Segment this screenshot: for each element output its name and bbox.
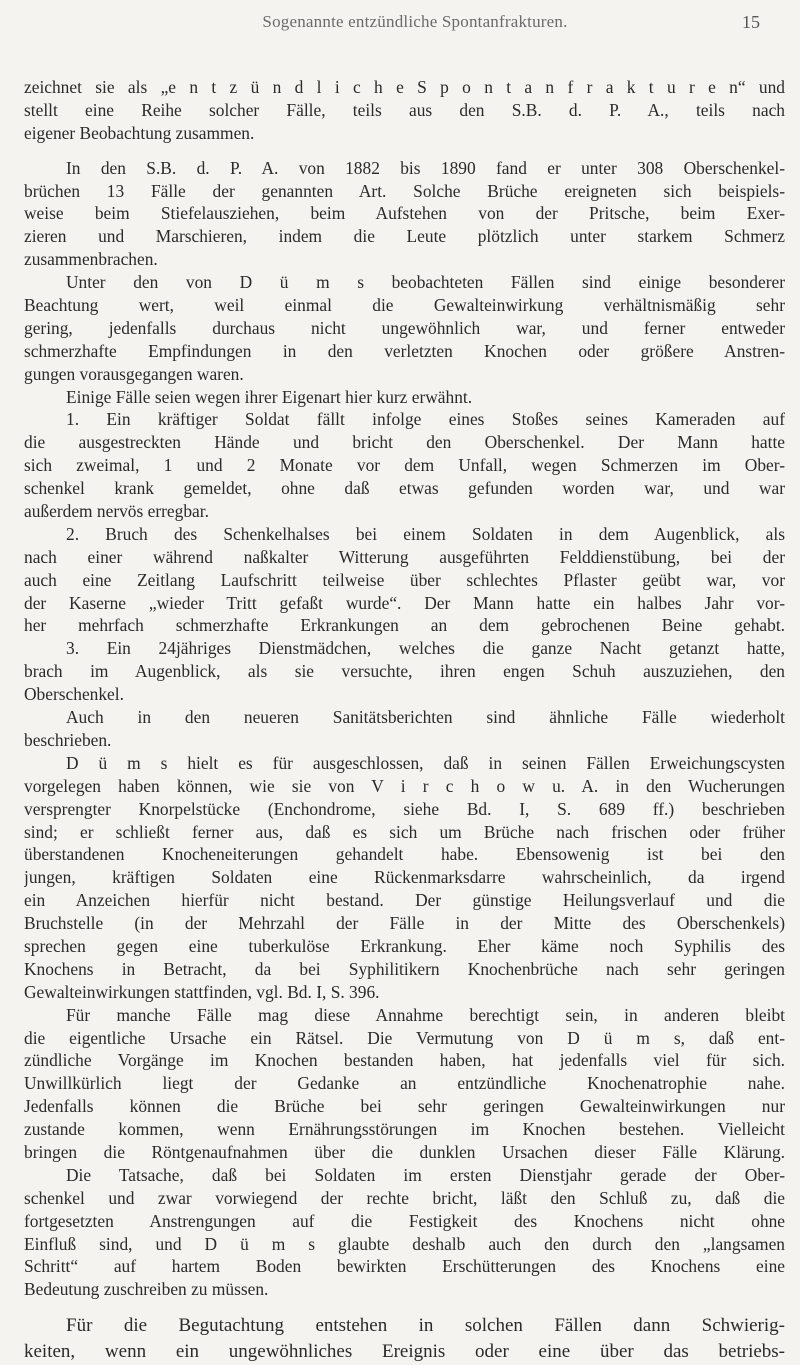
text-line: bringen die Röntgenaufnahmen über die dunklen Ursachen dieser Fälle Klärung. <box>24 1141 785 1162</box>
text-line: Auch in den neueren Sanitätsberichten sind ähnliche Fälle wiederholt <box>66 707 785 728</box>
running-title: Sogenannte entzündliche Spontanfrakturen. <box>262 12 568 31</box>
text-line: weise beim Stiefelausziehen, beim Aufstehen von der Pritsche, beim Exer- <box>24 203 785 224</box>
text-line: die ausgestreckten Hände und bricht den Oberschenkel. Der Mann hatte <box>24 432 785 453</box>
text-line: beschrieben. <box>24 729 112 750</box>
text-line: sich zweimal, 1 und 2 Monate vor dem Unfall, wegen Schmerzen im Ober- <box>24 455 785 476</box>
text-line: zieren und Marschieren, indem die Leute plötzlich unter starkem Schmerz <box>24 226 785 247</box>
text-line: schenkel und zwar vorwiegend der rechte bricht, läßt den Schluß zu, daß die <box>24 1187 785 1208</box>
text-line: zeichnet sie als „e n t z ü n d l i c h e S p o n t a n f r a k t u r e n“ und <box>24 77 785 97</box>
text-line: In den S.B. d. P. A. von 1882 bis 1890 fand er unter 308 Oberschenkel- <box>66 157 785 178</box>
text-line: 1. Ein kräftiger Soldat fällt infolge eines Stoßes seines Kameraden auf <box>66 409 785 430</box>
page-number: 15 <box>742 12 760 32</box>
text-line: her mehrfach schmerzhafte Erkrankungen an dem gebrochenen Beine gehabt. <box>24 615 785 636</box>
text-line: auch eine Zeitlang Laufschritt teilweise über schlechtes Pflaster geübt war, vor <box>24 569 785 590</box>
text-line: Die Tatsache, daß bei Soldaten im ersten Dienstjahr gerade der Ober- <box>66 1164 785 1185</box>
text-line: schmerzhafte Empfindungen in den verletzten Knochen oder größere Anstren- <box>24 340 785 361</box>
text-line: stellt eine Reihe solcher Fälle, teils aus den S.B. d. P. A., teils nach <box>24 99 785 120</box>
text-line: zündliche Vorgänge im Knochen bestanden haben, hat jedenfalls viel für sich. <box>24 1050 785 1071</box>
text-line: sprechen gegen eine tuberkulöse Erkrankung. Eher käme noch Syphilis des <box>24 935 785 956</box>
text-line: Schritt“ auf hartem Boden bewirkten Erschütterungen des Knochens eine <box>24 1256 785 1277</box>
text-line: brüchen 13 Fälle der genannten Art. Solche Brüche ereigneten sich beispiels- <box>24 180 785 201</box>
text-line: die eigentliche Ursache ein Rätsel. Die Vermutung von D ü m s, daß ent- <box>24 1027 785 1048</box>
text-line: Unter den von D ü m s beobachteten Fällen sind einige besonderer <box>66 272 785 293</box>
text-line: Bedeutung zuschreiben zu müssen. <box>24 1279 269 1300</box>
text-line: 2. Bruch des Schenkelhalses bei einem Soldaten in dem Augenblick, als <box>66 523 785 544</box>
text-line: vorgelegen haben können, wie sie von V i r c h o w u. A. in den Wucherungen <box>24 775 785 796</box>
text-line: gering, jedenfalls durchaus nicht ungewöhnlich war, und ferner entweder <box>24 317 785 338</box>
text-line: Oberschenkel. <box>24 684 124 705</box>
text-line: D ü m s hielt es für ausgeschlossen, daß in seinen Fällen Erweichungscysten <box>66 752 785 773</box>
text-line: Bruchstelle (in der Mehrzahl der Fälle in der Mitte des Oberschenkels) <box>24 913 785 934</box>
text-line: Unwillkürlich liegt der Gedanke an entzündliche Knochenatrophie nahe. <box>24 1073 785 1094</box>
text-line: Gewalteinwirkungen stattfinden, vgl. Bd. I, S. 396. <box>24 981 380 1002</box>
text-line: brach im Augenblick, als sie versuchte, ihren engen Schuh auszuziehen, den <box>24 661 785 682</box>
text-line: eigener Beobachtung zusammen. <box>24 122 255 143</box>
text-line: nach einer während naßkalter Witterung ausgeführten Felddienstübung, bei der <box>24 546 785 567</box>
text-line: versprengter Knorpelstücke (Enchondrome, siehe Bd. I, S. 689 ff.) beschrieben <box>24 798 785 819</box>
text-line: keiten, wenn ein ungewöhnliches Ereignis oder eine über das betriebs- <box>24 1341 785 1363</box>
text-line: fortgesetzten Anstrengungen auf die Festigkeit des Knochens nicht ohne <box>24 1210 785 1231</box>
running-head <box>70 12 760 38</box>
body-text <box>24 76 785 1365</box>
text-line: Jedenfalls können die Brüche bei sehr geringen Gewalteinwirkungen nur <box>24 1096 785 1117</box>
text-line: Knochens in Betracht, da bei Syphilitikern Knochenbrüche nach sehr geringen <box>24 958 785 979</box>
text-line: Beachtung wert, weil einmal die Gewalteinwirkung verhältnismäßig sehr <box>24 295 785 316</box>
text-line: gungen vorausgegangen waren. <box>24 363 244 384</box>
text-line: Einige Fälle seien wegen ihrer Eigenart hier kurz erwähnt. <box>66 386 473 407</box>
text-line: außerdem nervös erregbar. <box>24 501 209 522</box>
text-line: Einfluß sind, und D ü m s glaubte deshalb auch den durch den „langsamen <box>24 1233 785 1254</box>
text-line: zusammenbrachen. <box>24 249 158 270</box>
paragraph-gap <box>24 145 785 157</box>
text-line: sind; er schließt ferner aus, daß es sich um Brüche nach frischen oder früher <box>24 821 785 842</box>
text-line: 3. Ein 24jähriges Dienstmädchen, welches die ganze Nacht getanzt hatte, <box>66 638 785 659</box>
text-line: überstandenen Knocheneiterungen gehandelt habe. Ebensowenig ist bei den <box>24 844 785 865</box>
text-line: Für die Begutachtung entstehen in solchen Fällen dann Schwierig- <box>66 1315 785 1337</box>
text-line: jungen, kräftigen Soldaten eine Rückenmarksdarre wahrscheinlich, da irgend <box>24 867 785 888</box>
paragraph-gap <box>24 1301 785 1313</box>
text-line: schenkel krank gemeldet, ohne daß etwas gefunden worden war, und war <box>24 478 785 499</box>
text-line: Für manche Fälle mag diese Annahme berechtigt sein, in anderen bleibt <box>66 1004 785 1025</box>
text-line: zustande kommen, wenn Ernährungsstörungen im Knochen bestehen. Vielleicht <box>24 1119 785 1140</box>
text-line: ein Anzeichen hierfür nicht bestand. Der günstige Heilungsverlauf und die <box>24 890 785 911</box>
text-line: der Kaserne „wieder Tritt gefaßt wurde“. Der Mann hatte ein halbes Jahr vor- <box>24 592 785 613</box>
